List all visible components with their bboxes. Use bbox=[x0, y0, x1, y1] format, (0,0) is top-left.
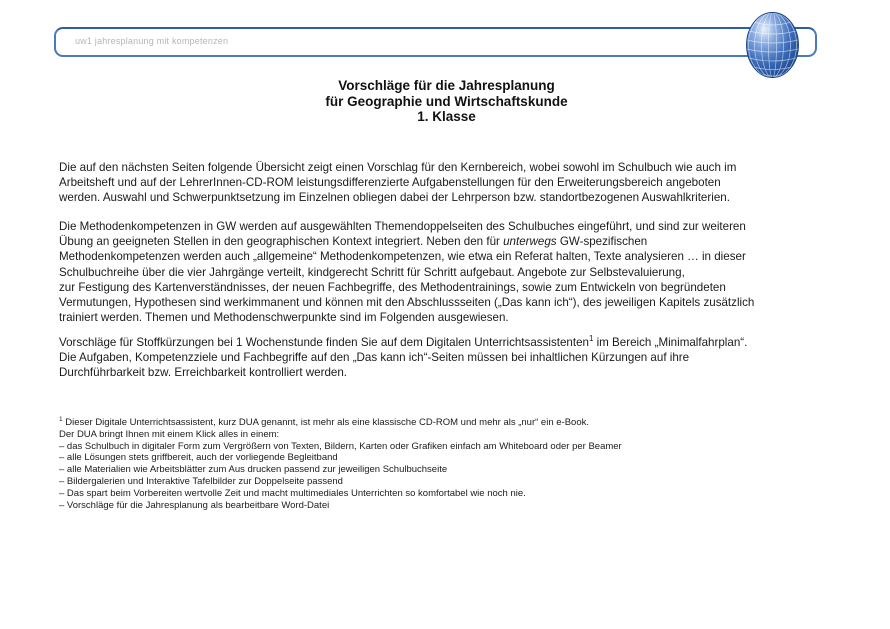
text-line: für Geographie und Wirtschaftskunde bbox=[325, 93, 568, 109]
paragraph-methodenkompetenzen bbox=[59, 219, 844, 325]
paragraph-stoffkuerzungen bbox=[59, 335, 844, 381]
text-line: – das Schulbuch in digitaler Form zum Vergrößern von Texten, Bildern, Karten oder Grafiken einfach am Whiteboard oder per Beamer bbox=[59, 440, 622, 452]
text-line: – alle Lösungen stets griffbereit, auch der vorliegende Begleitband bbox=[59, 452, 338, 464]
text-line: Die Aufgaben, Kompetenzziele und Fachbegriffe auf den „Das kann ich“-Seiten müssen bei inhaltlichen Kürzungen auf ihre bbox=[59, 351, 690, 365]
paragraph-intro bbox=[59, 160, 844, 206]
footnote bbox=[59, 417, 844, 511]
text-line: zur Festigung des Kartenverständnisses, der neuen Fachbegriffe, des Methodentrainings, sowie zum Entwickeln von begründeten bbox=[59, 280, 726, 294]
text-line: – Das spart beim Vorbereiten wertvolle Zeit und macht multimediales Unterrichten so komfortabel wie noch nie. bbox=[59, 487, 526, 499]
text-line: Methodenkompetenzen werden auch „allgemeine“ Methodenkompetenzen, wie etwa ein Referat halten, Texte analysieren … in dieser bbox=[59, 250, 746, 264]
text-line: $^1$ Dieser Digitale Unterrichtsassistent, kurz DUA genannt, ist mehr als eine klassische CD-ROM und mehr als „nur“ ein e-Book. bbox=[59, 415, 589, 428]
text-line: Übung an geeigneten Stellen in den geographischen Kontext integriert. Neben den für unterwegs GW-spezifischen bbox=[59, 235, 648, 249]
text-line: 1. Klasse bbox=[417, 109, 476, 125]
text-line: werden. Auswahl und Schwerpunktsetzung im Einzelnen obliegen dabei der Lehrperson bzw. standortbezogenen Auswahlkriterien. bbox=[59, 191, 730, 205]
header-frame bbox=[54, 27, 817, 57]
text-line: Schulbuchreihe über die vier Jahrgänge verteilt, kindgerecht Schritt für Schritt aufgebaut. Angebote zur Selbstevaluierung, bbox=[59, 265, 685, 279]
header-label: uw1 jahresplanung mit kompetenzen bbox=[75, 36, 229, 46]
globe-icon bbox=[746, 12, 799, 78]
text-line: – Vorschläge für die Jahresplanung als bearbeitbare Word-Datei bbox=[59, 499, 330, 511]
text-line: – alle Materialien wie Arbeitsblätter zum Aus drucken passend zur jeweiligen Schulbuchseite bbox=[59, 464, 448, 476]
document-title bbox=[59, 78, 834, 125]
text-line: Die Methodenkompetenzen in GW werden auf ausgewählten Themendoppelseiten des Schulbuches eingeführt, und sind zur weiteren bbox=[59, 220, 746, 233]
text-line: Der DUA bringt Ihnen mit einem Klick alles in einem: bbox=[59, 428, 280, 440]
text-line: Vorschläge für die Jahresplanung bbox=[338, 78, 555, 93]
text-line: trainiert werden. Themen und Methodenschwerpunkte sind im Folgenden ausgewiesen. bbox=[59, 311, 509, 325]
text-line: Die auf den nächsten Seiten folgende Übersicht zeigt einen Vorschlag für den Kernbereich, wobei sowohl im Schulbuch wie auch im bbox=[59, 161, 737, 174]
text-line: – Bildergalerien und Interaktive Tafelbilder zur Doppelseite passend bbox=[59, 475, 343, 487]
text-line: Arbeitsheft und auf der LehrerInnen-CD-ROM leistungsdifferenzierte Aufgabenstellungen für den Erweiterungsbereich angeboten bbox=[59, 176, 721, 190]
text-line: Durchführbarkeit bzw. Erreichbarkeit kontrolliert werden. bbox=[59, 366, 348, 380]
text-line: Vermutungen, Hypothesen sind werkimmanent und können mit den Abschlussseiten („Das kann ich“), des jeweiligen Kapitels zusätzlich bbox=[59, 296, 755, 310]
text-line: Vorschläge für Stoffkürzungen bei 1 Wochenstunde finden Sie auf dem Digitalen Unterrichtsassistenten$^1$ im Bereich „Minimalfahrplan“. bbox=[59, 334, 748, 349]
